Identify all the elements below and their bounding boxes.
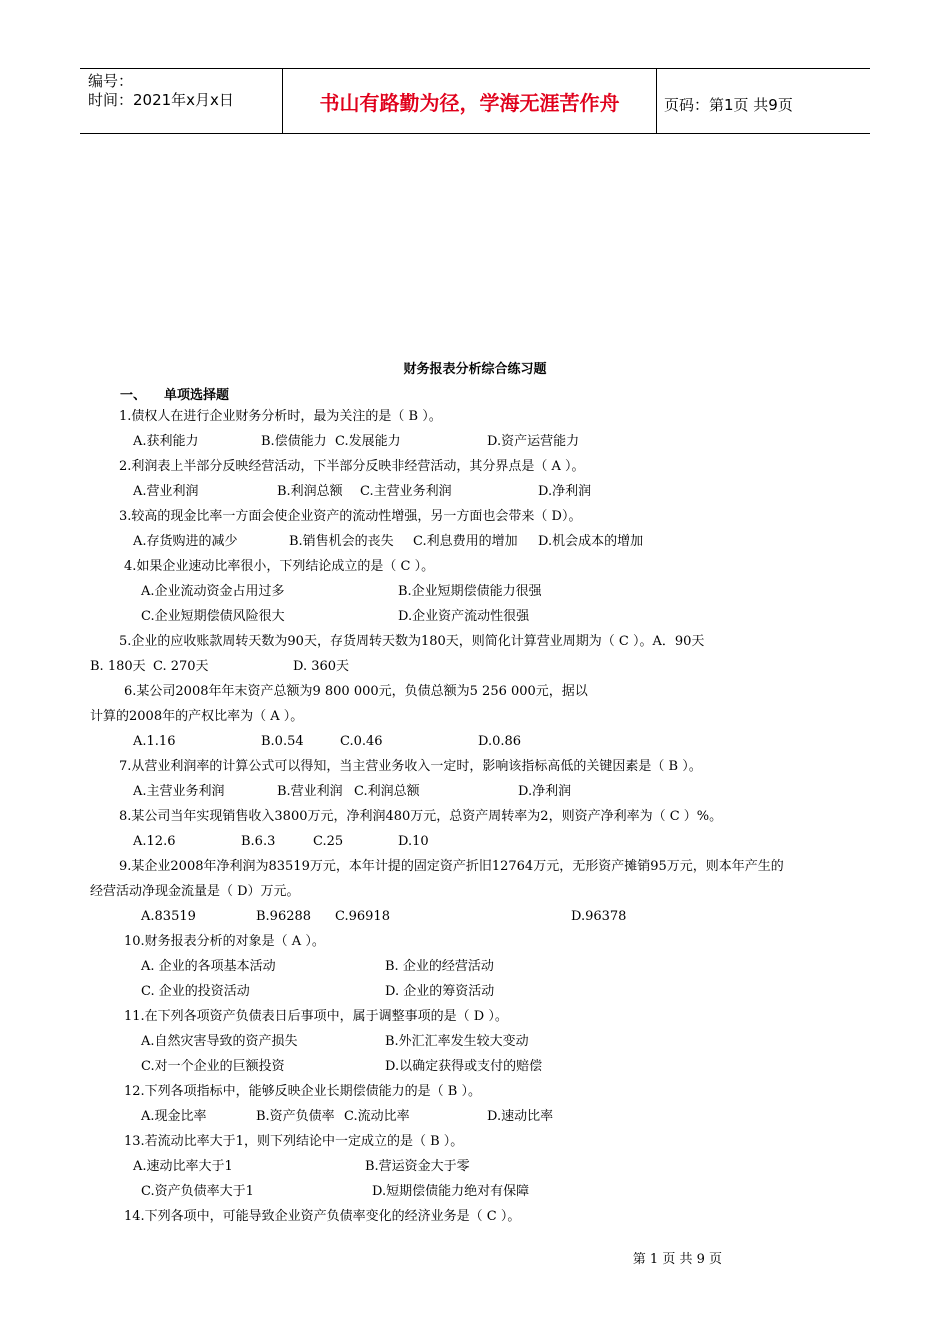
q10-option-b: B. 企业的经营活动	[385, 959, 494, 974]
q12-option-b: B.资产负债率	[256, 1109, 335, 1124]
question-14: 14.下列各项中，可能导致企业资产负债率变化的经济业务是（ C ）。	[124, 1209, 521, 1224]
document-time-label: 时间：2021年x月x日	[88, 91, 234, 109]
q6-option-a: A.1.16	[133, 734, 176, 749]
q1-option-b: B.偿债能力	[261, 434, 327, 449]
section-title: 单项选择题	[164, 388, 230, 403]
question-11: 11.在下列各项资产负债表日后事项中，属于调整事项的是（ D ）。	[124, 1009, 508, 1024]
q9-option-c: C.96918	[335, 909, 390, 924]
q5-option-d: D. 360天	[293, 659, 350, 674]
q11-option-a: A.自然灾害导致的资产损失	[141, 1034, 298, 1049]
page-footer: 第 1 页 共 9 页	[632, 1252, 722, 1267]
q8-option-b: B.6.3	[241, 834, 276, 849]
q13-option-d: D.短期偿债能力绝对有保障	[372, 1184, 530, 1199]
q2-option-b: B.利润总额	[277, 484, 343, 499]
question-3: 3.较高的现金比率一方面会使企业资产的流动性增强，另一方面也会带来（ D）。	[119, 509, 582, 524]
q13-option-a: A.速动比率大于1	[133, 1159, 233, 1174]
header-meta	[88, 72, 234, 110]
question-6-cont: 计算的2008年的产权比率为（ A ）。	[90, 709, 304, 724]
section-heading	[120, 384, 229, 403]
question-10: 10.财务报表分析的对象是（ A ）。	[124, 934, 325, 949]
q2-option-c: C.主营业务利润	[360, 484, 452, 499]
q10-option-a: A. 企业的各项基本活动	[141, 959, 276, 974]
q5-option-c: C. 270天	[153, 659, 209, 674]
q2-option-a: A.营业利润	[133, 484, 199, 499]
question-12: 12.下列各项指标中，能够反映企业长期偿债能力的是（ B ）。	[124, 1084, 481, 1099]
q2-option-d: D.净利润	[538, 484, 592, 499]
q6-option-b: B.0.54	[261, 734, 304, 749]
q12-option-a: A.现金比率	[141, 1109, 207, 1124]
q11-option-d: D.以确定获得或支付的赔偿	[385, 1059, 543, 1074]
question-7: 7.从营业利润率的计算公式可以得知，当主营业务收入一定时，影响该指标高低的关键因素是（ B ）。	[119, 759, 702, 774]
q8-option-d: D.10	[398, 834, 429, 849]
q3-option-d: D.机会成本的增加	[538, 534, 644, 549]
q3-option-a: A.存货购进的减少	[133, 534, 238, 549]
q9-option-d: D.96378	[571, 909, 627, 924]
q12-option-c: C.流动比率	[344, 1109, 410, 1124]
q6-option-d: D.0.86	[478, 734, 522, 749]
q4-option-b: B.企业短期偿债能力很强	[398, 584, 542, 599]
q1-option-a: A.获利能力	[133, 434, 199, 449]
q7-option-d: D.净利润	[518, 784, 572, 799]
q4-option-a: A.企业流动资金占用过多	[141, 584, 285, 599]
question-13: 13.若流动比率大于1，则下列结论中一定成立的是（ B ）。	[124, 1134, 464, 1149]
q11-option-c: C.对一个企业的巨额投资	[141, 1059, 285, 1074]
header-motto: 书山有路勤为径，学海无涯苦作舟	[282, 69, 657, 133]
page-header	[80, 68, 870, 134]
q1-option-c: C.发展能力	[335, 434, 401, 449]
question-9: 9.某企业2008年净利润为83519万元，本年计提的固定资产折旧12764万元，无形资产摊销95万元，则本年产生的	[119, 859, 784, 874]
q7-option-c: C.利润总额	[354, 784, 420, 799]
q8-option-c: C.25	[313, 834, 344, 849]
question-8: 8.某公司当年实现销售收入3800万元，净利润480万元，总资产周转率为2，则资产净利率为（ C ）%。	[119, 809, 723, 824]
q12-option-d: D.速动比率	[487, 1109, 554, 1124]
q7-option-a: A.主营业务利润	[133, 784, 225, 799]
question-5: 5.企业的应收账款周转天数为90天，存货周转天数为180天，则简化计算营业周期为（ C ）。A．90天	[119, 634, 705, 649]
question-4: 4.如果企业速动比率很小，下列结论成立的是（ C ）。	[124, 559, 435, 574]
q10-option-c: C. 企业的投资活动	[141, 984, 250, 999]
q9-option-b: B.96288	[256, 909, 312, 924]
header-page-info: 页码：第1页 共9页	[664, 96, 793, 114]
question-6: 6.某公司2008年年末资产总额为9 800 000元，负债总额为5 256 000元，据以	[124, 684, 588, 699]
question-2: 2.利润表上半部分反映经营活动，下半部分反映非经营活动，其分界点是（ A ）。	[119, 459, 585, 474]
q1-option-d: D.资产运营能力	[487, 434, 580, 449]
q10-option-d: D. 企业的筹资活动	[385, 984, 495, 999]
document-number-label: 编号：	[88, 72, 134, 90]
q4-option-d: D.企业资产流动性很强	[398, 609, 530, 624]
q7-option-b: B.营业利润	[277, 784, 343, 799]
section-number: 一、	[120, 388, 147, 403]
q11-option-b: B.外汇汇率发生较大变动	[385, 1034, 529, 1049]
document-title: 财务报表分析综合练习题	[403, 362, 547, 377]
q3-option-b: B.销售机会的丧失	[289, 534, 394, 549]
q8-option-a: A.12.6	[133, 834, 176, 849]
q3-option-c: C.利息费用的增加	[413, 534, 518, 549]
q5-option-b: B. 180天	[90, 659, 146, 674]
q4-option-c: C.企业短期偿债风险很大	[141, 609, 285, 624]
q6-option-c: C.0.46	[340, 734, 383, 749]
q13-option-b: B.营运资金大于零	[365, 1159, 470, 1174]
q13-option-c: C.资产负债率大于1	[141, 1184, 254, 1199]
question-1: 1.债权人在进行企业财务分析时，最为关注的是（ B ）。	[119, 409, 442, 424]
q9-option-a: A.83519	[141, 909, 196, 924]
question-9-cont: 经营活动净现金流量是（ D）万元。	[90, 884, 300, 899]
